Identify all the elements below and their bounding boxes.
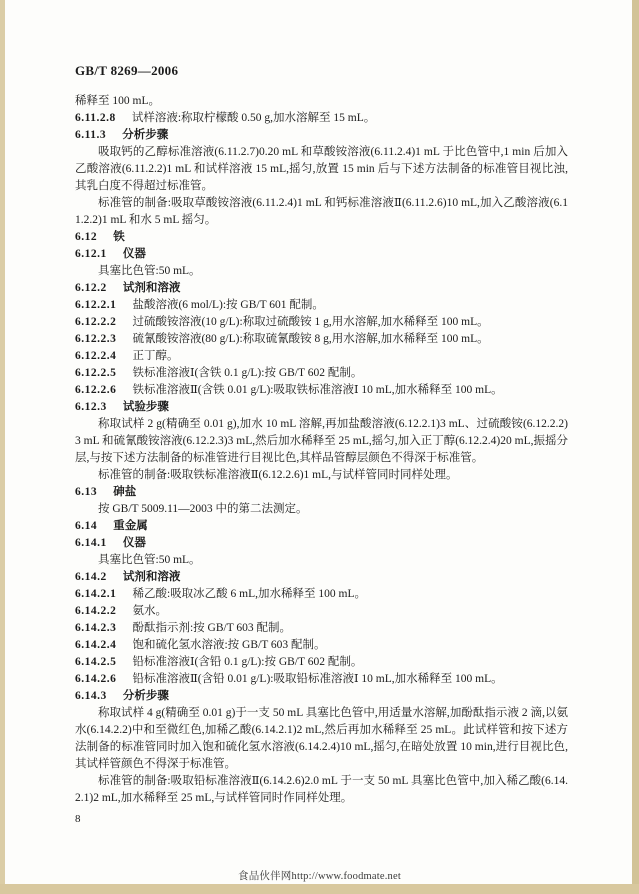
section-heading: 6.13 砷盐	[75, 486, 137, 498]
clause-number: 6.14.2	[75, 571, 107, 583]
clause-number: 6.14.2.2	[75, 605, 117, 617]
paragraph: 稀释至 100 mL。	[75, 95, 160, 107]
watermark-url: 食品伙伴网http://www.foodmate.net	[238, 871, 401, 882]
clause-number: 6.14.2.4	[75, 639, 117, 651]
paragraph: 按 GB/T 5009.11—2003 中的第二法测定。	[98, 503, 308, 515]
clause-number: 6.14.2.1	[75, 588, 117, 600]
clause-line: 6.14.2.1 稀乙酸:吸取冰乙酸 6 mL,加水稀释至 100 mL。	[75, 588, 366, 600]
paragraph: 标准管的制备:吸取铁标准溶液Ⅱ(6.12.2.6)1 mL,与试样管同时同样处理。	[98, 469, 458, 481]
clause-number: 6.14	[75, 520, 98, 532]
clause-number: 6.12	[75, 231, 98, 243]
paragraph: 称取试样 4 g(精确至 0.01 g)于一支 50 mL 具塞比色管中,用适量水溶解,加酚酞指示液 2 滴,以氨水(6.14.2.2)中和至微红色,加稀乙酸(6.14.2.1)2 mL,然后再加水稀释至 25 mL。此试样管和按下述方法制备的标准管同时加入饱和硫化氢水溶液(6.14.2.4)10 mL,摇匀,在暗处放置 10 min,进行目视比色,其试样管颜色不得深于标准管。	[75, 707, 568, 770]
clause-line: 6.12.2.1 盐酸溶液(6 mol/L):按 GB/T 601 配制。	[75, 299, 324, 311]
clause-number: 6.12.2.6	[75, 384, 117, 396]
clause-line: 6.14.2.3 酚酞指示剂:按 GB/T 603 配制。	[75, 622, 292, 634]
clause-line: 6.12.2.3 硫氰酸铵溶液(80 g/L):称取硫氰酸铵 8 g,用水溶解,加水稀释至 100 mL。	[75, 333, 489, 345]
scan-edge-left	[0, 0, 5, 894]
paragraph: 吸取钙的乙醇标准溶液(6.11.2.7)0.20 mL 和草酸铵溶液(6.11.2.4)1 mL 于比色管中,1 min 后加入乙酸溶液(6.11.2.2)1 mL 和试样溶液 15 mL,摇匀,放置 15 min 后与下述方法制备的标准管目视比浊,其乳白度不得超过标准管。	[75, 146, 568, 192]
clause-number: 6.14.1	[75, 537, 107, 549]
clause-number: 6.14.3	[75, 690, 107, 702]
clause-number: 6.14.2.6	[75, 673, 117, 685]
clause-number: 6.12.2.1	[75, 299, 117, 311]
section-heading: 6.12.3 试验步骤	[75, 401, 169, 413]
standard-number-header: GB/T 8269—2006	[75, 63, 179, 78]
clause-number: 6.11.2.8	[75, 112, 116, 124]
paragraph: 具塞比色管:50 mL。	[98, 554, 201, 566]
clause-line: 6.14.2.4 饱和硫化氢水溶液:按 GB/T 603 配制。	[75, 639, 326, 651]
section-heading: 6.12.1 仪器	[75, 248, 146, 260]
clause-number: 6.12.2.3	[75, 333, 117, 345]
section-heading: 6.14.2 试剂和溶液	[75, 571, 181, 583]
clause-number: 6.14.2.5	[75, 656, 117, 668]
paragraph: 具塞比色管:50 mL。	[98, 265, 201, 277]
clause-number: 6.14.2.3	[75, 622, 117, 634]
clause-line: 6.12.2.5 铁标准溶液Ⅰ(含铁 0.1 g/L):按 GB/T 602 配制。	[75, 367, 363, 379]
scan-edge-right	[632, 0, 639, 894]
clause-number: 6.13	[75, 486, 98, 498]
section-heading: 6.12.2 试剂和溶液	[75, 282, 181, 294]
section-heading: 6.14.3 分析步骤	[75, 690, 169, 702]
clause-number: 6.12.3	[75, 401, 107, 413]
clause-number: 6.12.2.2	[75, 316, 117, 328]
clause-number: 6.11.3	[75, 129, 107, 141]
clause-line: 6.12.2.6 铁标准溶液Ⅱ(含铁 0.01 g/L):吸取铁标准溶液Ⅰ 10 mL,加水稀释至 100 mL。	[75, 384, 503, 396]
page-content	[75, 62, 568, 828]
clause-number: 6.12.1	[75, 248, 107, 260]
clause-line: 6.11.2.8 试样溶液:称取柠檬酸 0.50 g,加水溶解至 15 mL。	[75, 112, 376, 124]
clause-number: 6.12.2.5	[75, 367, 117, 379]
section-heading: 6.11.3 分析步骤	[75, 129, 169, 141]
clause-number: 6.12.2.4	[75, 350, 117, 362]
paragraph: 标准管的制备:吸取铅标准溶液Ⅱ(6.14.2.6)2.0 mL 于一支 50 mL 具塞比色管中,加入稀乙酸(6.14.2.1)2 mL,加水稀释至 25 mL,与试样管同时作同样处理。	[75, 775, 568, 804]
page-number: 8	[75, 813, 81, 825]
clause-line: 6.12.2.4 正丁醇。	[75, 350, 179, 362]
clause-line: 6.12.2.2 过硫酸铵溶液(10 g/L):称取过硫酸铵 1 g,用水溶解,加水稀释至 100 mL。	[75, 316, 489, 328]
scan-edge-bottom	[0, 884, 639, 894]
paragraph: 标准管的制备:吸取草酸铵溶液(6.11.2.4)1 mL 和钙标准溶液Ⅱ(6.11.2.6)10 mL,加入乙酸溶液(6.11.2.2)1 mL 和水 5 mL 摇匀。	[75, 197, 568, 226]
clause-line: 6.14.2.6 铅标准溶液Ⅱ(含铅 0.01 g/L):吸取铅标准溶液Ⅰ 10 mL,加水稀释至 100 mL。	[75, 673, 503, 685]
section-heading: 6.14 重金属	[75, 520, 148, 532]
section-heading: 6.12 铁	[75, 231, 125, 243]
paragraph: 称取试样 2 g(精确至 0.01 g),加水 10 mL 溶解,再加盐酸溶液(6.12.2.1)3 mL、过硫酸铵(6.12.2.2)3 mL 和硫氰酸铵溶液(6.12.2.3)3 mL,然后加水稀释至 25 mL,摇匀,加入正丁醇(6.12.2.4)20 mL,振摇分层,与按下述方法制备的标准管进行目视比色,其样品管醇层颜色不得深于标准管。	[75, 418, 568, 464]
document-body	[75, 93, 568, 807]
clause-number: 6.12.2	[75, 282, 107, 294]
clause-line: 6.14.2.2 氨水。	[75, 605, 167, 617]
section-heading: 6.14.1 仪器	[75, 537, 146, 549]
clause-line: 6.14.2.5 铅标准溶液Ⅰ(含铅 0.1 g/L):按 GB/T 602 配制。	[75, 656, 363, 668]
